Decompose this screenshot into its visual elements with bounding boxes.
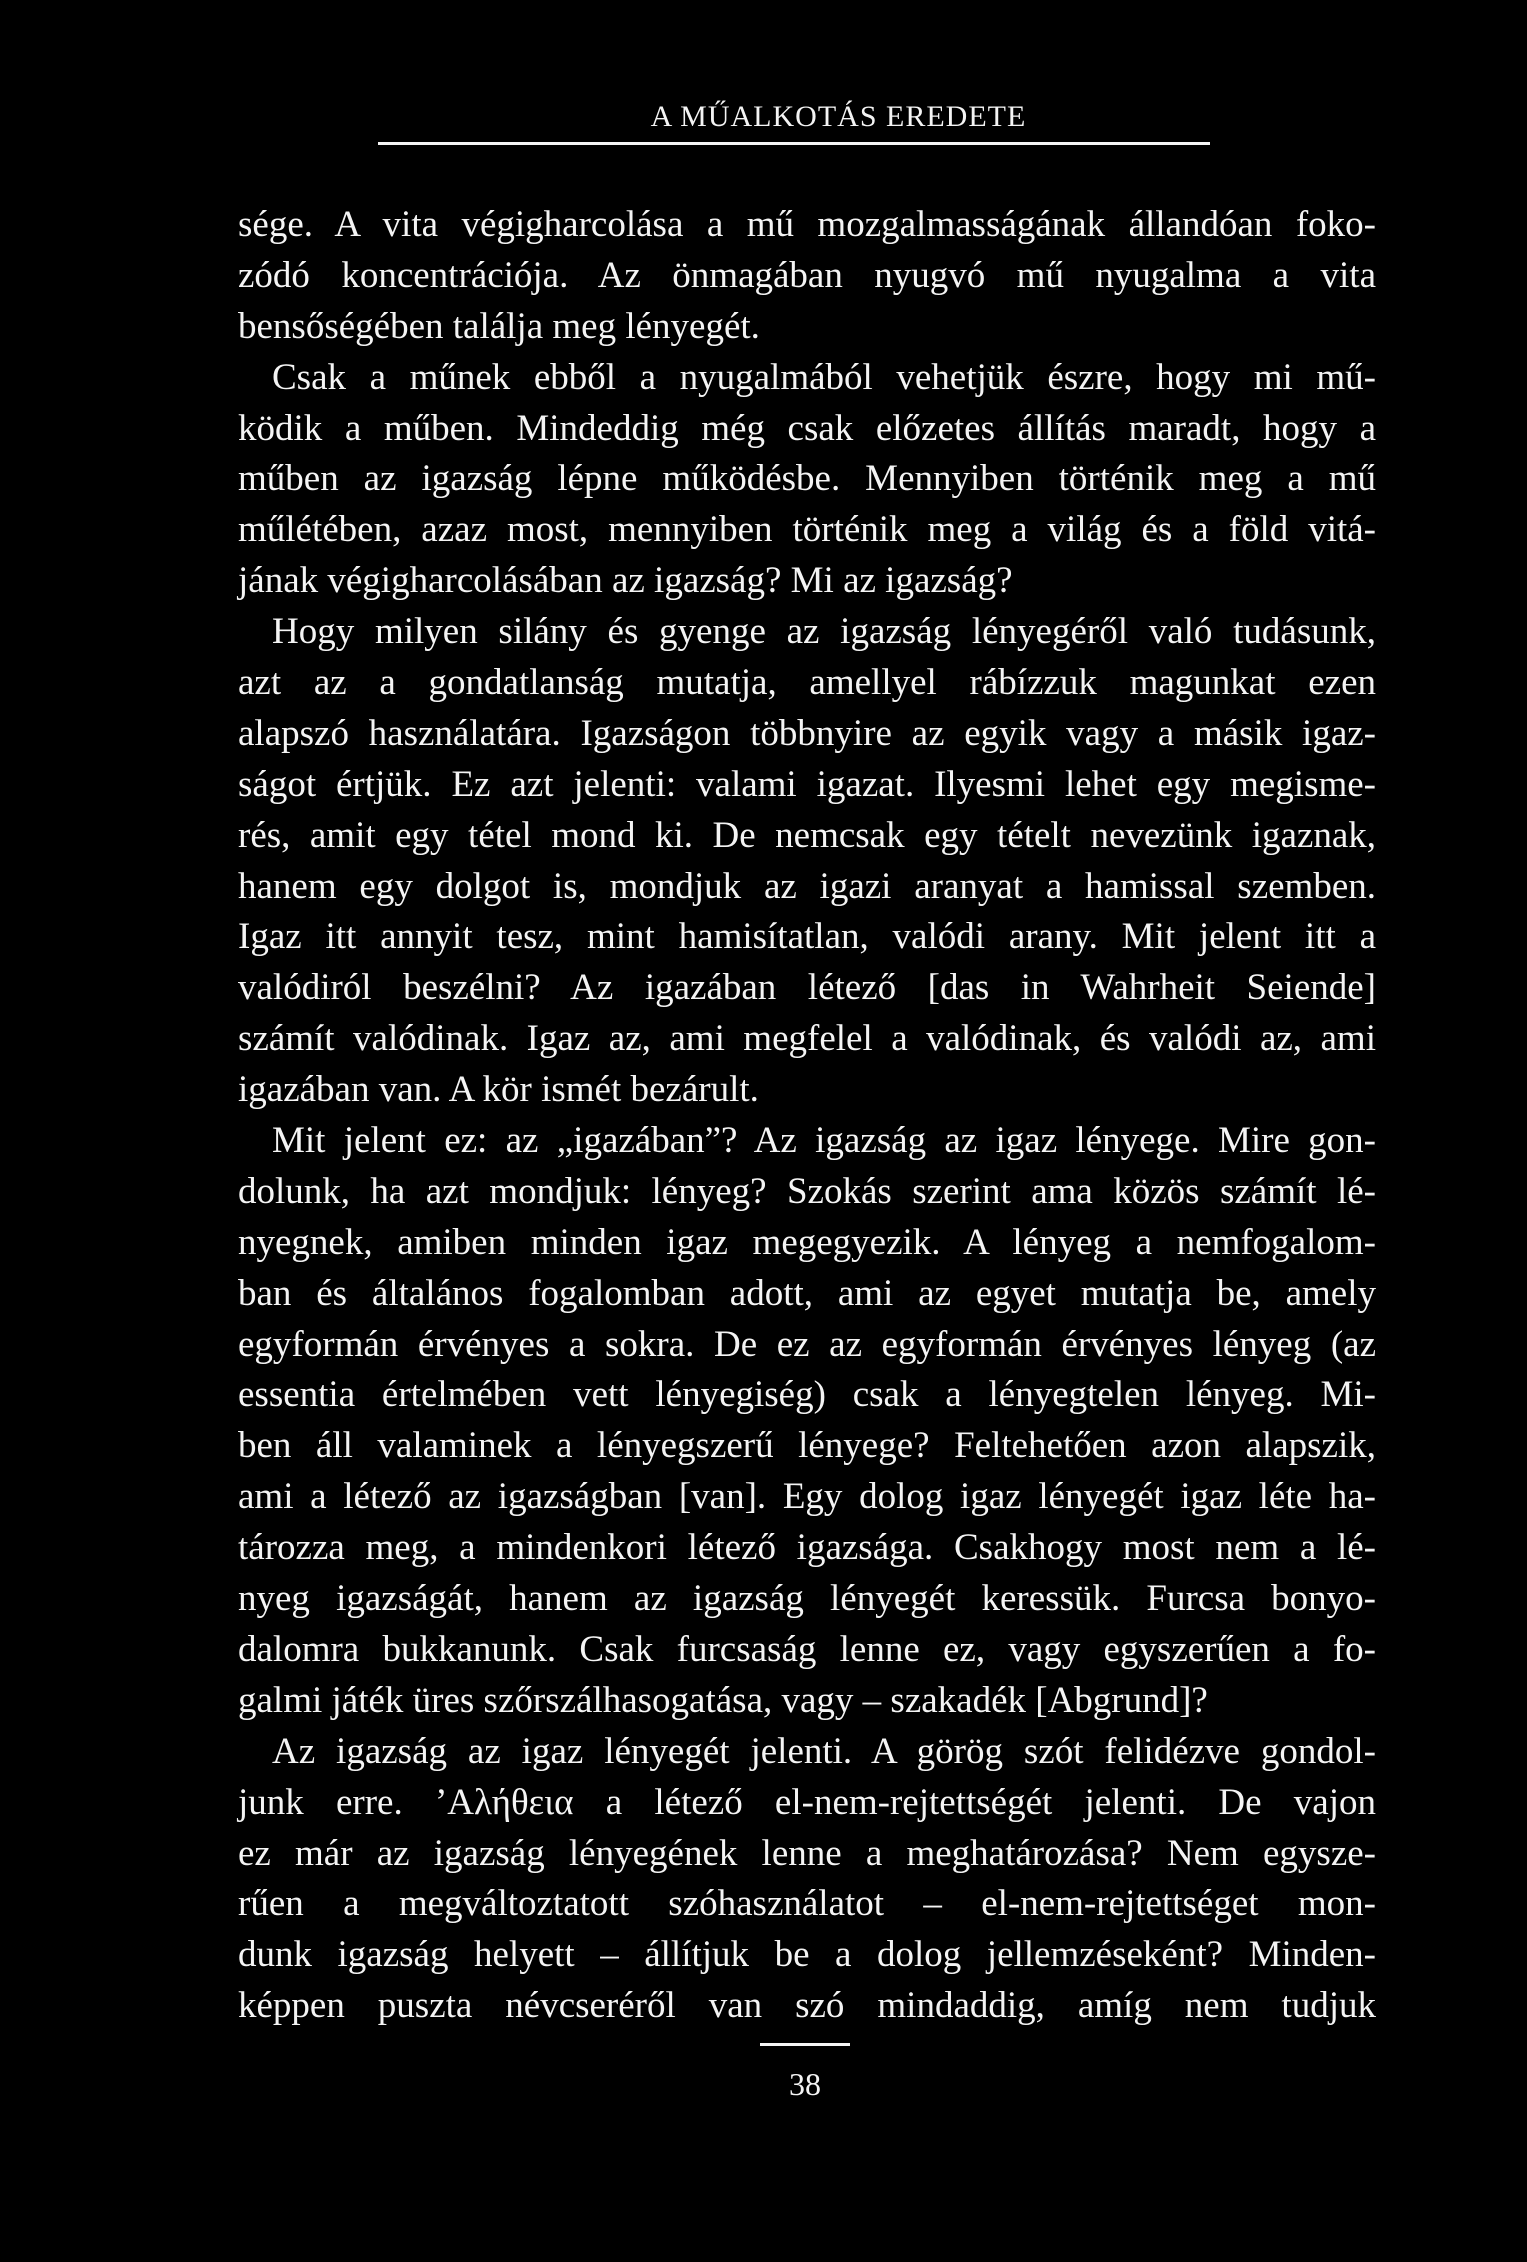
text-line: ban és általános fogalomban adott, ami az egyet mutatja be, amely [238, 1272, 1376, 1314]
text-line: Igaz itt annyit tesz, mint hamisítatlan, valódi arany. Mit jelent itt a [238, 916, 1376, 958]
page-number: 38 [789, 2066, 821, 2102]
text-line: ságot értjük. Ez azt jelenti: valami igazat. Ilyesmi lehet egy megisme- [238, 763, 1376, 805]
text-line: ez már az igazság lényegének lenne a meghatározása? Nem egysze- [238, 1832, 1376, 1874]
text-line: azt az a gondatlanság mutatja, amellyel rábízzuk magunkat ezen [238, 662, 1376, 704]
text-line: valódiról beszélni? Az igazában létező [das in Wahrheit Seiende] [238, 967, 1376, 1009]
header-rule [378, 142, 1210, 145]
text-line: junk erre. ’Αλήθεια a létező el-nem-rejtettségét jelenti. De vajon [238, 1781, 1376, 1823]
text-line: galmi játék üres szőrszálhasogatása, vagy – szakadék [Abgrund]? [238, 1679, 1208, 1721]
text-line: bensőségében találja meg lényegét. [238, 305, 760, 347]
text-line: műlétében, azaz most, mennyiben történik meg a világ és a föld vitá- [238, 509, 1376, 551]
text-line: ami a létező az igazságban [van]. Egy dolog igaz lényegét igaz léte ha- [238, 1476, 1376, 1518]
text-line: képpen puszta névcseréről van szó mindaddig, amíg nem tudjuk [238, 1985, 1376, 2027]
text-line: nyeg igazságát, hanem az igazság lényegét keressük. Furcsa bonyo- [238, 1578, 1376, 1620]
text-line: sége. A vita végigharcolása a mű mozgalmasságának állandóan foko- [238, 204, 1376, 245]
text-line: igazában van. A kör ismét bezárult. [238, 1069, 759, 1111]
text-line: Mit jelent ez: az „igazában”? Az igazság az igaz lényege. Mire gon- [272, 1120, 1376, 1162]
text-line: dolunk, ha azt mondjuk: lényeg? Szokás szerint ama közös számít lé- [238, 1170, 1376, 1212]
text-line: hanem egy dolgot is, mondjuk az igazi aranyat a hamissal szemben. [238, 865, 1376, 907]
text-line: nyegnek, amiben minden igaz megegyezik. A lényeg a nemfogalom- [238, 1221, 1376, 1263]
text-line: tározza meg, a mindenkori létező igazsága. Csakhogy most nem a lé- [238, 1527, 1376, 1569]
text-line: dunk igazság helyett – állítjuk be a dolog jellemzéseként? Minden- [238, 1934, 1376, 1976]
body-text [238, 200, 1376, 2032]
text-line: essentia értelmében vett lényegiség) csak a lényegtelen lényeg. Mi- [238, 1374, 1376, 1416]
running-header-title: A MŰALKOTÁS EREDETE [650, 100, 1027, 133]
footer-rule [760, 2043, 850, 2046]
text-line: számít valódinak. Igaz az, ami megfelel a valódinak, és valódi az, ami [238, 1018, 1376, 1060]
text-line: jának végigharcolásában az igazság? Mi az igazság? [238, 560, 1013, 602]
text-line: Hogy milyen silány és gyenge az igazság lényegéről való tudásunk, [272, 611, 1376, 653]
text-line: rés, amit egy tétel mond ki. De nemcsak egy tételt nevezünk igaznak, [238, 814, 1376, 856]
text-line: egyformán érvényes a sokra. De ez az egyformán érvényes lényeg (az [238, 1323, 1376, 1365]
text-line: dalomra bukkanunk. Csak furcsaság lenne ez, vagy egyszerűen a fo- [238, 1628, 1376, 1670]
text-line: Csak a műnek ebből a nyugalmából vehetjük észre, hogy mi mű- [272, 356, 1376, 398]
text-line: műben az igazság lépne működésbe. Mennyiben történik meg a mű [238, 458, 1376, 500]
text-line: zódó koncentrációja. Az önmagában nyugvó mű nyugalma a vita [238, 254, 1376, 296]
text-line: alapszó használatára. Igazságon többnyire az egyik vagy a másik igaz- [238, 712, 1376, 754]
text-line: ben áll valaminek a lényegszerű lényege? Feltehetően azon alapszik, [238, 1425, 1376, 1467]
text-line: rűen a megváltoztatott szóhasználatot – el-nem-rejtettséget mon- [238, 1883, 1376, 1925]
text-line: ködik a műben. Mindeddig még csak előzetes állítás maradt, hogy a [238, 407, 1376, 449]
running-header [0, 100, 1527, 134]
text-line: Az igazság az igaz lényegét jelenti. A görög szót felidézve gondol- [272, 1730, 1376, 1772]
